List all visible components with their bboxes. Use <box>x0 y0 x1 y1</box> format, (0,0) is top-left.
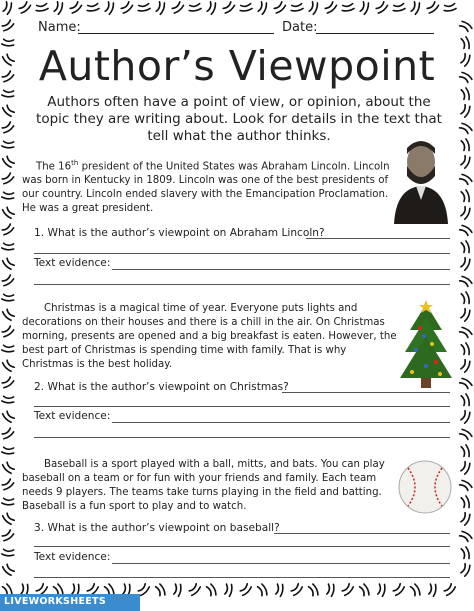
answer-line-3b[interactable] <box>34 546 450 547</box>
evidence-line-3a[interactable] <box>112 563 450 564</box>
border-squiggle <box>461 190 470 203</box>
border-squiggle <box>461 445 470 458</box>
border-squiggle <box>69 1 83 13</box>
border-squiggle <box>290 583 304 596</box>
border-squiggle <box>188 583 202 596</box>
evidence-label-3: Text evidence: <box>34 551 111 563</box>
border-squiggle <box>459 428 473 441</box>
border-squiggle <box>2 512 15 526</box>
border-squiggle <box>359 1 370 15</box>
border-squiggle <box>459 122 473 135</box>
answer-line-1a[interactable] <box>306 238 450 239</box>
border-squiggle <box>459 224 473 237</box>
border-squiggle <box>2 155 15 169</box>
border-squiggle <box>138 3 151 11</box>
border-squiggle <box>461 139 470 152</box>
border-squiggle <box>257 1 268 15</box>
border-squiggle <box>189 3 202 11</box>
border-squiggle <box>308 1 319 15</box>
border-squiggle <box>104 1 115 15</box>
border-squiggle <box>460 155 472 169</box>
border-squiggle <box>206 583 216 597</box>
border-squiggle <box>155 583 165 597</box>
border-squiggle <box>2 548 15 557</box>
border-squiggle <box>2 1 13 15</box>
border-squiggle <box>1 20 15 32</box>
intro-text: Authors often have a point of view, or opinion, about the topic they are writing about. Look for details in the text that tell what the author thinks. <box>36 94 442 144</box>
border-squiggle <box>2 293 15 302</box>
liveworksheets-logo <box>0 594 140 611</box>
border-squiggle <box>426 1 440 13</box>
border-squiggle <box>206 1 217 15</box>
border-squiggle <box>87 3 100 11</box>
border-squiggle <box>375 1 389 13</box>
date-line[interactable] <box>316 33 434 34</box>
border-squiggle <box>2 461 15 475</box>
border-squiggle <box>18 1 32 13</box>
border-squiggle <box>461 343 470 356</box>
passage-christmas: Christmas is a magical time of year. Everyone puts lights and decorations on their houses and there is a chill in the air. On Christmas morning, presents are opened and a big breakfast is eaten. However, the best part of Christmas is spending time with family. That is why Christmas is the best holiday. <box>22 303 397 370</box>
border-squiggle <box>155 1 166 15</box>
question-3: 3. What is the author’s viewpoint on baseball? <box>34 522 280 534</box>
border-squiggle <box>460 257 472 271</box>
border-squiggle <box>459 530 473 543</box>
border-squiggle <box>222 1 236 13</box>
border-squiggle <box>1 224 15 236</box>
passage-lincoln-post: president of the United States was Abraham Lincoln. Lincoln was born in Kentucky in 1809. Lincoln was one of the best presidents of our country. Lincoln ended slavery with the Emancipation Proclamation. He was a great president. <box>22 161 390 215</box>
border-squiggle <box>2 257 15 271</box>
border-squiggle <box>53 1 64 15</box>
border-squiggle <box>461 394 470 407</box>
answer-line-2b[interactable] <box>34 406 450 407</box>
christmas-tree <box>396 300 456 394</box>
border-squiggle <box>1 377 15 389</box>
border-squiggle <box>410 583 420 597</box>
border-squiggle <box>341 583 355 596</box>
border-squiggle <box>291 3 304 11</box>
border-squiggle <box>460 512 472 526</box>
passage-lincoln-pre: The 16 <box>36 161 72 173</box>
border-squiggle <box>459 377 473 390</box>
border-squiggle <box>36 3 49 11</box>
evidence-label-1: Text evidence: <box>34 257 111 269</box>
border-squiggle <box>392 583 406 596</box>
page-title: Author’s Viewpoint <box>38 42 436 90</box>
answer-line-1b[interactable] <box>34 253 450 254</box>
logo-text: LIVEWORKSHEETS <box>4 596 106 607</box>
answer-line-2a[interactable] <box>282 392 450 393</box>
border-squiggle <box>459 173 473 186</box>
border-squiggle <box>2 410 15 424</box>
name-line[interactable] <box>78 33 274 34</box>
evidence-line-1b[interactable] <box>34 284 450 285</box>
border-squiggle <box>1 326 15 338</box>
border-squiggle <box>257 583 267 597</box>
date-label: Date: <box>282 20 318 35</box>
border-squiggle <box>460 461 472 475</box>
border-squiggle <box>1 428 15 440</box>
passage-baseball: Baseball is a sport played with a ball, mitts, and bats. You can play baseball on a team or for fun with your friends and family. Each team needs 9 players. The teams take turns playing in the field and batting. Baseball is a fun sport to play and to watch. <box>22 459 385 512</box>
border-squiggle <box>460 359 472 373</box>
lincoln-portrait <box>386 136 456 224</box>
border-squiggle <box>324 1 338 13</box>
border-squiggle <box>443 583 457 596</box>
border-squiggle <box>171 1 185 13</box>
border-squiggle <box>2 446 15 455</box>
border-squiggle <box>2 242 15 251</box>
border-squiggle <box>444 3 457 11</box>
border-squiggle <box>1 122 15 134</box>
border-squiggle <box>393 3 406 11</box>
border-squiggle <box>224 583 234 596</box>
border-squiggle <box>359 583 369 597</box>
border-squiggle <box>460 308 472 322</box>
border-squiggle <box>308 583 318 597</box>
border-squiggle <box>2 140 15 149</box>
border-squiggle <box>2 206 15 220</box>
border-squiggle <box>459 275 473 288</box>
border-squiggle <box>2 395 15 404</box>
evidence-line-2a[interactable] <box>112 422 450 423</box>
border-squiggle <box>275 583 285 596</box>
question-1: 1. What is the author’s viewpoint on Abraham Lincoln? <box>34 227 325 239</box>
border-squiggle <box>460 206 472 220</box>
border-squiggle <box>326 583 336 596</box>
border-squiggle <box>460 104 472 118</box>
border-squiggle <box>239 583 253 596</box>
border-squiggle <box>461 496 470 509</box>
evidence-line-2b[interactable] <box>34 437 450 438</box>
border-squiggle <box>459 20 473 33</box>
border-squiggle <box>410 1 421 15</box>
border-squiggle <box>120 1 134 13</box>
evidence-line-1a[interactable] <box>112 269 450 270</box>
baseball <box>396 458 454 516</box>
border-squiggle <box>173 583 183 596</box>
border-squiggle <box>2 497 15 506</box>
border-squiggle <box>2 89 15 98</box>
question-2: 2. What is the author’s viewpoint on Christmas? <box>34 381 289 393</box>
passage-lincoln-sup: th <box>71 159 79 167</box>
border-squiggle <box>459 326 473 339</box>
border-squiggle <box>2 308 15 322</box>
border-squiggle <box>461 292 470 305</box>
evidence-label-2: Text evidence: <box>34 410 111 422</box>
border-squiggle <box>1 530 15 542</box>
border-squiggle <box>273 1 287 13</box>
border-squiggle <box>2 563 15 577</box>
border-squiggle <box>1 275 15 287</box>
border-squiggle <box>2 344 15 353</box>
answer-line-3a[interactable] <box>274 533 450 534</box>
border-squiggle <box>1 479 15 491</box>
border-squiggle <box>2 359 15 373</box>
border-squiggle <box>377 583 387 596</box>
border-squiggle <box>2 191 15 200</box>
border-squiggle <box>459 479 473 492</box>
passage-lincoln <box>22 156 390 216</box>
border-squiggle <box>342 3 355 11</box>
border-squiggle <box>461 547 470 560</box>
name-label: Name: <box>38 20 81 35</box>
border-squiggle <box>2 104 15 118</box>
border-squiggle <box>1 173 15 185</box>
evidence-line-3b[interactable] <box>34 577 450 578</box>
border-squiggle <box>240 3 253 11</box>
border-squiggle <box>460 410 472 424</box>
border-squiggle <box>461 241 470 254</box>
border-squiggle <box>460 563 472 577</box>
border-squiggle <box>428 583 438 596</box>
